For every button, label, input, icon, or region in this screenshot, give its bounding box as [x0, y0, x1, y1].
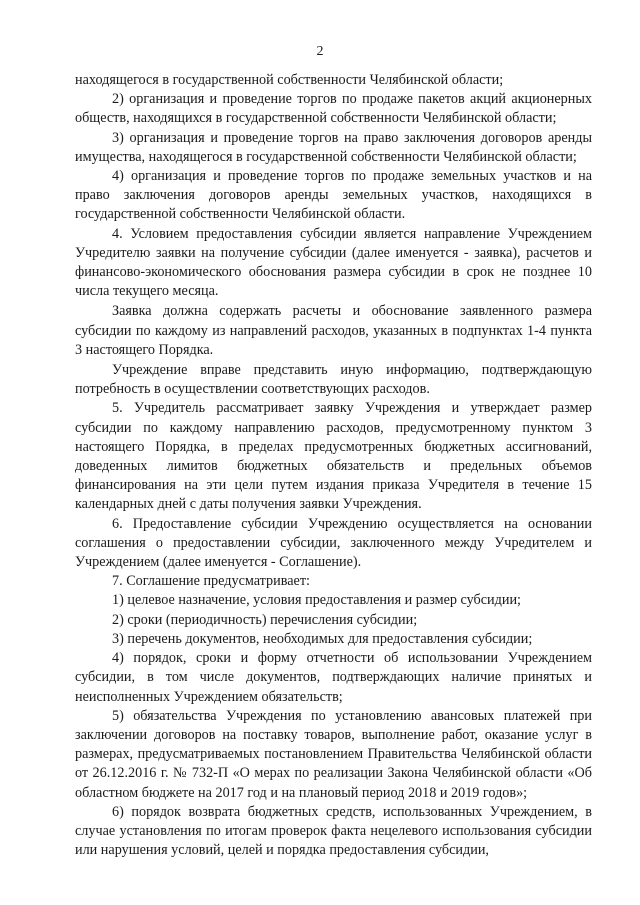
paragraph-agreement-4: 4) порядок, сроки и форму отчетности об использовании Учреждением субсидии, в том числе документов, подтверждающих наличие принятых и неисполненных Учреждением обязательств; — [75, 650, 592, 705]
paragraph-agreement-2: 2) сроки (периодичность) перечисления субсидии; — [112, 611, 418, 628]
page-number: 2 — [316, 44, 324, 59]
paragraph-continuation: находящегося в государственной собственности Челябинской области; — [75, 72, 504, 88]
paragraph-item-7: 7. Соглашение предусматривает: — [112, 573, 310, 590]
paragraph-subitem-2: 2) организация и проведение торгов по продаже пакетов акций акционерных обществ, находящихся в государственной собственности Челябинской области; — [75, 91, 592, 127]
paragraph-subitem-4: 4) организация и проведение торгов по продаже земельных участков и на право заключения договоров аренды земельных участков, находящихся в государственной собственности Челябинской области. — [75, 168, 592, 223]
document-body — [75, 71, 592, 860]
paragraph-item-5: 5. Учредитель рассматривает заявку Учреждения и утверждает размер субсидии по каждому направлению расходов, предусмотренному пунктом 3 настоящего Порядка, в пределах предусмотренных бюджетных ассигнований, доведенных лимитов бюджетных обязательств и предельных объемов финансирования на эти цели путем издания приказа Учредителя в течение 15 календарных дней с даты получения заявки Учреждения. — [75, 400, 592, 513]
paragraph-agreement-1: 1) целевое назначение, условия предоставления и размер субсидии; — [112, 592, 521, 609]
paragraph-item-4: 4. Условием предоставления субсидии является направление Учреждением Учредителю заявки на получение субсидии (далее именуется - заявка), расчетов и финансово-экономического обоснования размера субсидии в срок не позднее 10 числа текущего месяца. — [75, 225, 592, 300]
paragraph-subitem-3: 3) организация и проведение торгов на право заключения договоров аренды имущества, находящегося в государственной собственности Челябинской области; — [75, 129, 592, 165]
paragraph-agreement-6: 6) порядок возврата бюджетных средств, использованных Учреждением, в случае установления по итогам проверок факта нецелевого использования субсидии или нарушения условий, целей и порядка предоставления субсидии, — [75, 803, 592, 859]
paragraph-agreement-5: 5) обязательства Учреждения по установлению авансовых платежей при заключении договоров на поставку товаров, выполнение работ, оказание услуг в размерах, предусматриваемых постановлением Правительства Челябинской области от 26.12.2016 г. № 732-П «О мерах по реализации Закона Челябинской области «Об областном бюджете на 2017 год и на плановый период 2018 и 2019 годов»; — [75, 707, 592, 801]
paragraph-agreement-3: 3) перечень документов, необходимых для предоставления субсидии; — [112, 630, 533, 647]
paragraph-additional-info: Учреждение вправе представить иную информацию, подтверждающую потребность в осуществлении соответствующих расходов. — [75, 362, 592, 398]
paragraph-item-6: 6. Предоставление субсидии Учреждению осуществляется на основании соглашения о предоставлении субсидии, заключенного между Учредителем и Учреждением (далее именуется - Соглашение). — [75, 515, 592, 571]
paragraph-application-requirements: Заявка должна содержать расчеты и обоснование заявленного размера субсидии по каждому из направлений расходов, указанных в подпунктах 1-4 пункта 3 настоящего Порядка. — [75, 303, 592, 358]
